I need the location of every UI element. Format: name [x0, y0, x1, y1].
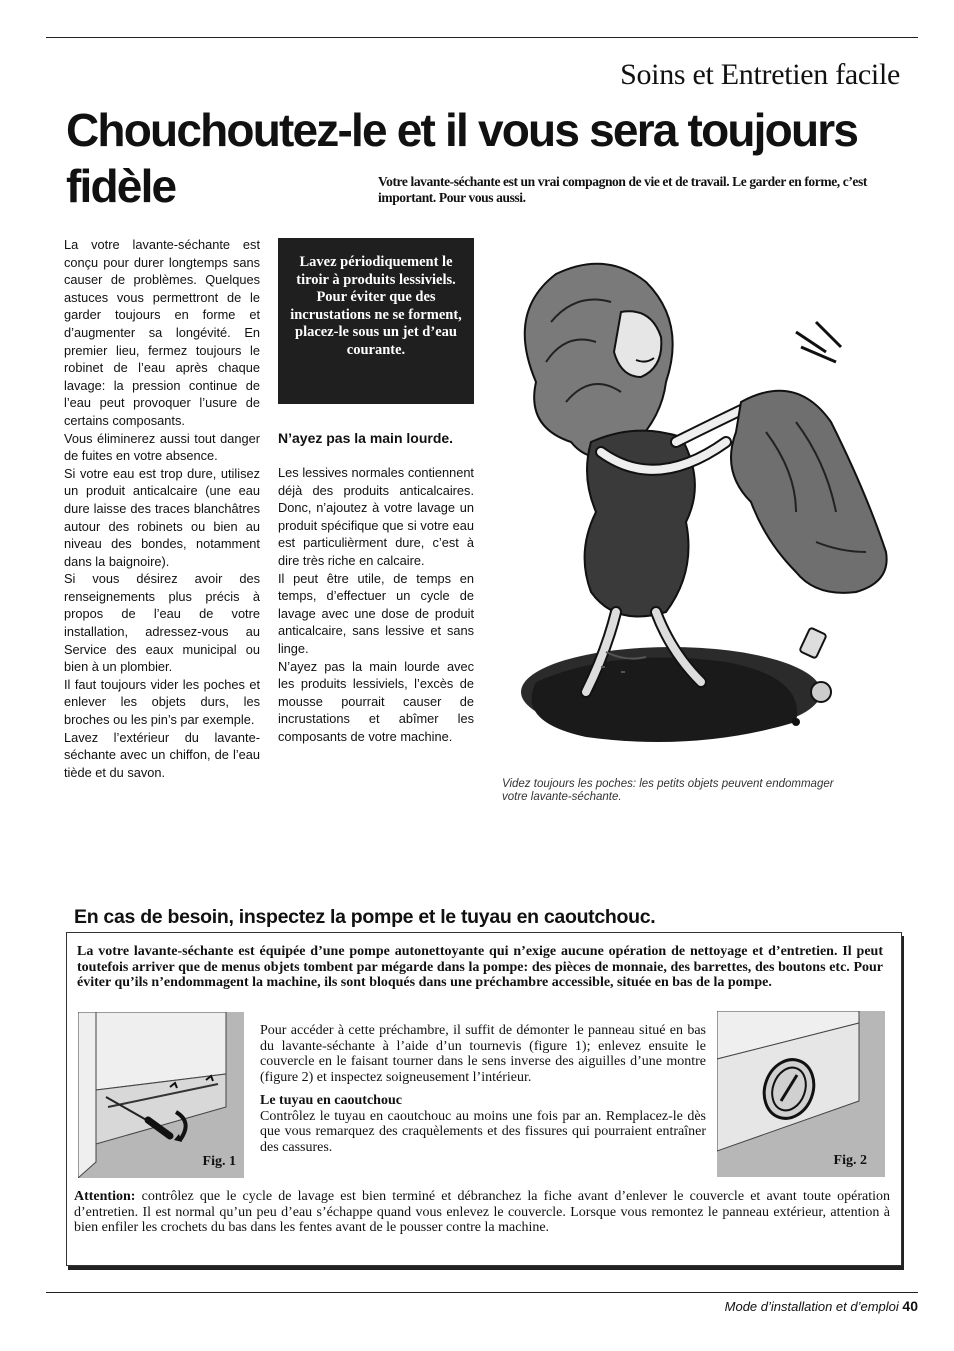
column-2-heading: N’ayez pas la main lourde.: [278, 430, 454, 446]
hose-heading: Le tuyau en caoutchouc: [260, 1093, 402, 1108]
col1-paragraph: Lavez l’extérieur du lavante-séchante avec un chiffon, de l’eau tiède et du savon.: [64, 729, 260, 780]
column-2: [278, 464, 474, 746]
tip-line: Pour éviter que des incrustations ne se forment, placez-le sous un jet d’eau courante.: [290, 289, 462, 358]
col1-paragraph: Si vous désirez avoir des renseignements plus précis à propos de l’eau de votre installation, adressez-vous au Service des eaux municipal ou bien à un plombier.: [64, 571, 260, 675]
figure-2: [717, 1011, 885, 1177]
footer: [725, 1298, 918, 1314]
pump-instructions: [260, 1023, 706, 1155]
col1-paragraph: Si votre eau est trop dure, utilisez un produit anticalcaire (une eau dure laisse des traces blanchâtres autour des robinets ou bien au niveau des bondes, notamment dans la baignoire).: [64, 465, 260, 569]
col1-paragraph: Vous éliminerez aussi tout danger de fuites en votre absence.: [64, 430, 260, 464]
col2-paragraph: N’ayez pas la main lourde avec les produits lessiviels, l’excès de mousse pourrait causer de incrustations et abîmer les composants de votre machine.: [278, 658, 474, 744]
col1-paragraph: Il faut toujours vider les poches et enlever les objets durs, les broches ou les pin’s par exemple.: [64, 676, 260, 728]
col2-paragraph: Les lessives normales contiennent déjà des produits anticalcaires. Donc, n’ajoutez à votre lavage un produit spécifique que si votre eau est particulièrment dure, c’est à dire très riche en calcaire.: [278, 465, 474, 568]
col2-paragraph: Il peut être utile, de temps en temps, d’effectuer un cycle de lavage avec une dose de produit anticalcaire, sans lessive et sans linge.: [278, 570, 474, 656]
page-title: Chouchoutez-le et il vous sera toujours fidèle: [66, 104, 858, 212]
page-number: 40: [902, 1298, 918, 1314]
figure-2-label: Fig. 2: [833, 1153, 867, 1168]
col1-paragraph: La votre lavante-séchante est conçu pour durer longtemps sans causer de problèmes. Quelques astuces vous permettront de le garder toujours en forme et d’augmenter sa longévité. En premier lieu, fermez toujours le robinet de l’eau après chaque lavage: la pression continue de l’eau peut provoquer l’usure de certains composants.: [64, 237, 260, 428]
bottom-rule: [46, 1292, 918, 1293]
attention-label: Attention:: [74, 1189, 136, 1204]
pump-intro-text: La votre lavante-séchante est équipée d’une pompe autonettoyante qui n’exige aucune opération de nettoyage et d’entretien. Il peut toutefois arriver que de menus objets tombent par mégarde dans la pompe: des pièces de monnaie, des barrettes, des boutons etc. Pour éviter qu’ils n’endommagent la machine, ils sont bloqués dans une préchambre accessible, située en bas de la pompe.: [77, 944, 883, 990]
section-2-title: En cas de besoin, inspectez la pompe et le tuyau en caoutchouc.: [74, 906, 656, 928]
tip-line: Lavez périodiquement le tiroir à produits lessiviels.: [296, 254, 456, 288]
section-label: Soins et Entretien facile: [620, 58, 900, 91]
footer-text: Mode d’installation et d’emploi: [724, 1299, 899, 1314]
column-1: [64, 236, 260, 781]
figure-1: [78, 1012, 244, 1178]
intro-text: Votre lavante-séchante est un vrai compagnon de vie et de travail. Le garder en forme, c’est important. Pour vous aussi.: [378, 174, 867, 205]
hose-text: Contrôlez le tuyau en caoutchouc au moins une fois par an. Remplacez-le dès que vous remarquez des craquèlements et des fissures qui pourraient entraîner des cassures.: [260, 1108, 706, 1155]
pump-access-text: Pour accéder à cette préchambre, il suffit de démonter le panneau situé en bas du lavante-séchante à l’aide d’un tournevis (figure 1); enlevez ensuite le couvercle en le faisant tourner dans le sens inverse des aiguilles d’une montre (figure 2) et inspectez soigneusement l’intérieur.: [260, 1023, 706, 1085]
attention-note: [74, 1189, 890, 1236]
tip-box: [278, 238, 474, 404]
illustration-caption: Videz toujours les poches: les petits objets peuvent endommager votre lavante-séchante.: [502, 778, 834, 803]
woman-with-laundry-illustration: [496, 252, 896, 762]
figure-1-label: Fig. 1: [202, 1154, 236, 1169]
top-rule: [46, 37, 918, 38]
attention-text: contrôlez que le cycle de lavage est bien terminé et débranchez la fiche avant d’enlever le couvercle et avant toute opération d’entretien. Il est normal qu’un peu d’eau s’échappe quand vous enlevez le couvercle. Lorsque vous remontez le panneau extérieur, attention à bien enfiler les crochets du bas dans les fentes avant de le pousser contre la machine.: [74, 1189, 890, 1235]
